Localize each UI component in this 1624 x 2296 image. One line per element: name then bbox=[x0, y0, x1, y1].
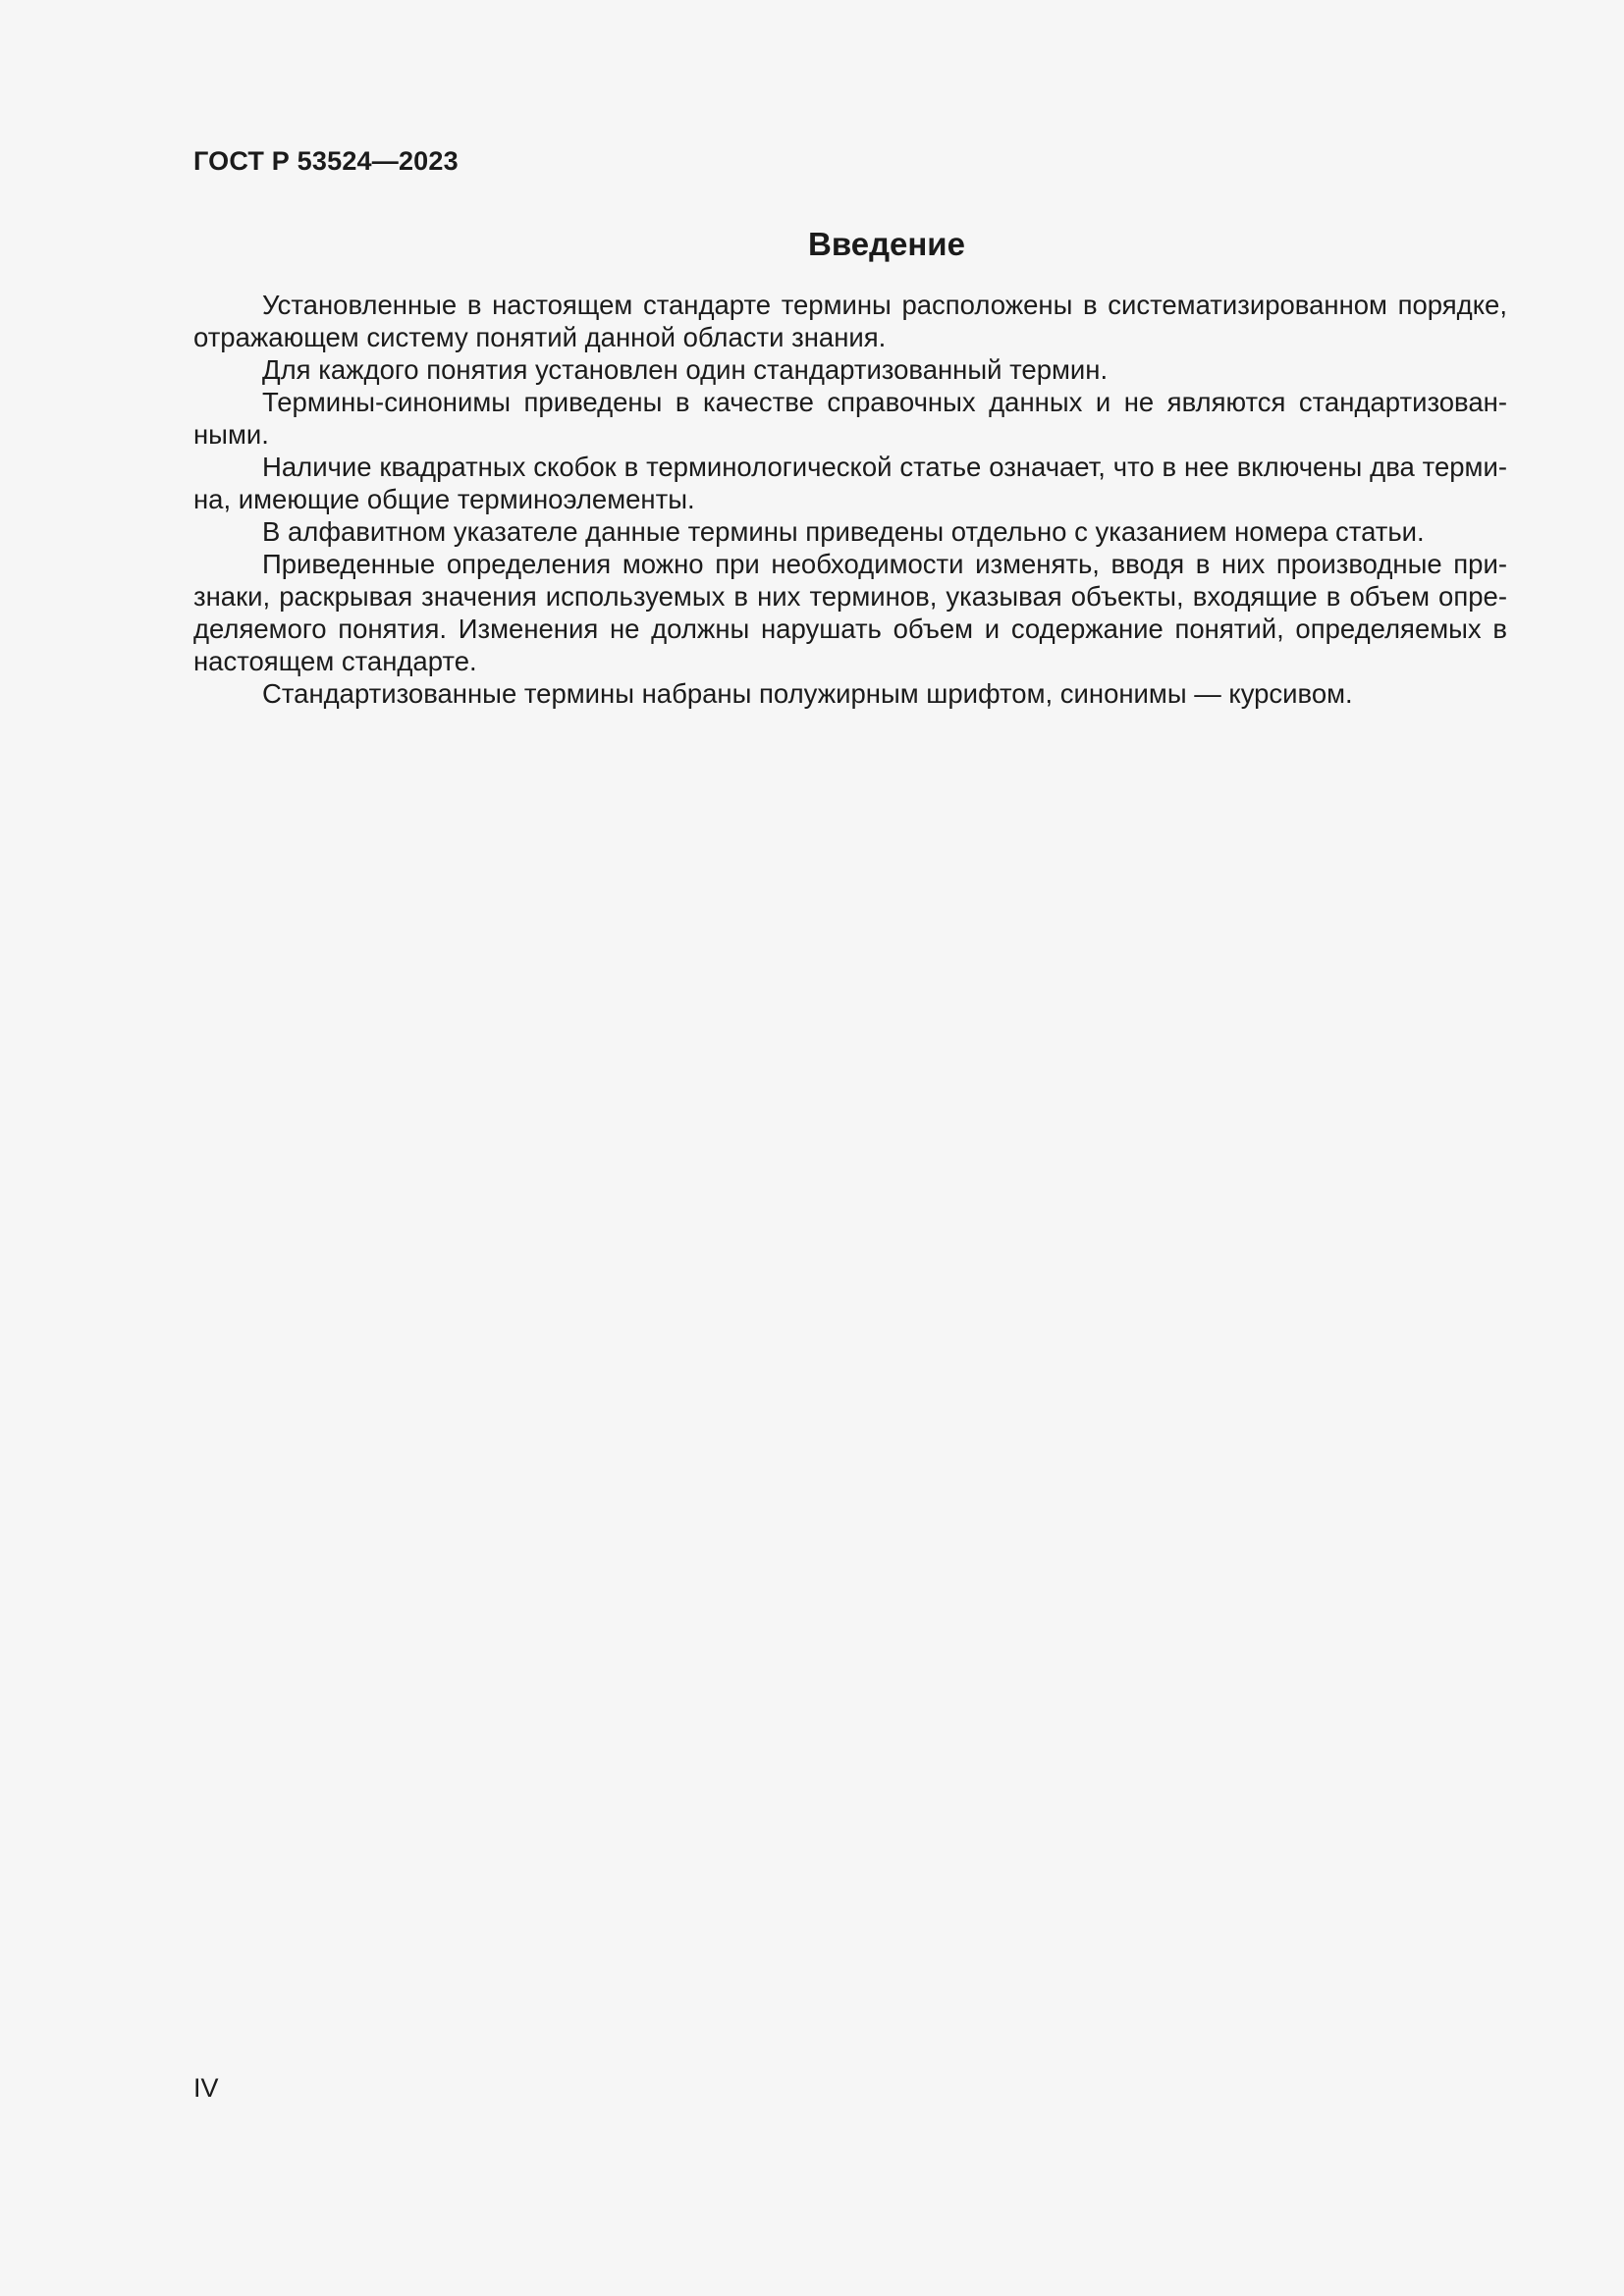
section-title: Введение bbox=[808, 226, 965, 262]
paragraph-5: В алфавитном указателе данные термины приведены отдельно с указанием номера статьи. bbox=[262, 516, 1425, 547]
document-body bbox=[193, 220, 1507, 710]
paragraph-2: Для каждого понятия установлен один стандартизованный термин. bbox=[262, 354, 1109, 385]
paragraph-3: Термины-синонимы приведены в качестве справочных данных и не являются стандартизованными. bbox=[193, 387, 1507, 450]
document-header: ГОСТ Р 53524—2023 bbox=[193, 146, 459, 176]
paragraph-4: Наличие квадратных скобок в терминологической статье означает, что в нее включены два термина, имеющие общие терминоэлементы. bbox=[193, 452, 1507, 514]
paragraph-7: Стандартизованные термины набраны полужирным шрифтом, синонимы — курсивом. bbox=[262, 678, 1353, 709]
page-number: IV bbox=[193, 2073, 219, 2103]
paragraph-1: Установленные в настоящем стандарте термины расположены в систематизированном порядке, отражающем систему понятий данной области знания. bbox=[193, 290, 1507, 352]
paragraph-6: Приведенные определения можно при необходимости изменять, вводя в них производные признаки, раскрывая значения используемых в них терминов, указывая объекты, входящие в объем определяемого понятия. Изменения не должны нарушать объем и содержание понятий, определяемых в настоящем стандарте. bbox=[193, 549, 1507, 676]
